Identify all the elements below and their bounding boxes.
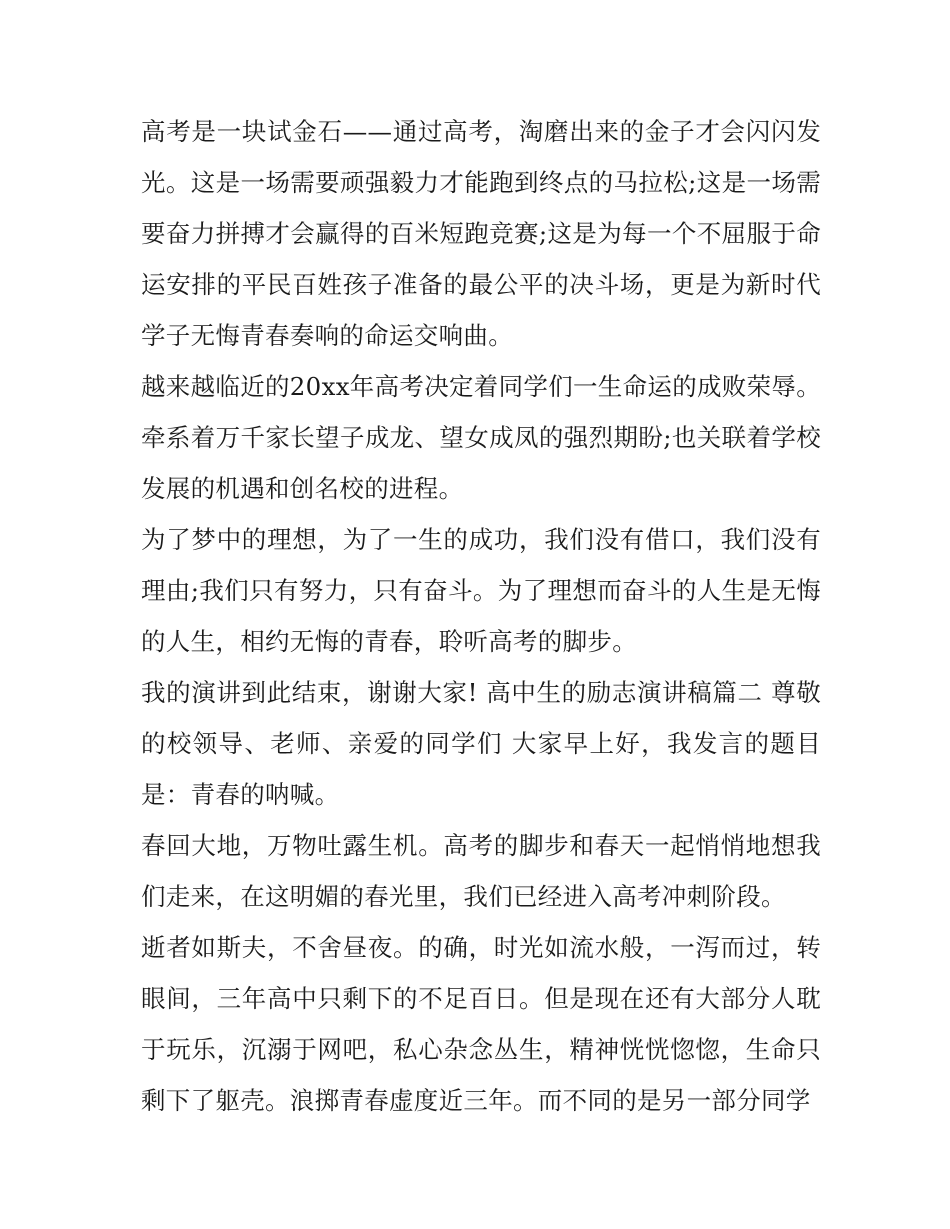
document-body: [141, 106, 821, 1126]
paragraph-3: 为了梦中的理想，为了一生的成功，我们没有借口，我们没有理由;我们只有努力，只有奋斗。为了理想而奋斗的人生是无悔的人生，相约无悔的青春，聆听高考的脚步。: [141, 525, 821, 656]
paragraph-1: 高考是一块试金石——通过高考，淘磨出来的金子才会闪闪发光。这是一场需要顽强毅力才能跑到终点的马拉松;这是一场需要奋力拼搏才会赢得的百米短跑竞赛;这是为每一个不屈服于命运安排的平民百姓孩子准备的最公平的决斗场，更是为新时代学子无悔青春奏响的命运交响曲。: [141, 117, 821, 350]
paragraph-6: 逝者如斯夫，不舍昼夜。的确，时光如流水般，一泻而过，转眼间，三年高中只剩下的不足百日。但是现在还有大部分人耽于玩乐，沉溺于网吧，私心杂念丛生，精神恍恍惚惚，生命只剩下了躯壳。浪掷青春虚度近三年。而不同的是另一部分同学: [141, 933, 821, 1115]
paragraph-2: 越来越临近的20xx年高考决定着同学们一生命运的成败荣辱。牵系着万千家长望子成龙、望女成凤的强烈期盼;也关联着学校发展的机遇和创名校的进程。: [141, 372, 822, 503]
paragraph-4: 我的演讲到此结束，谢谢大家! 高中生的励志演讲稿篇二 尊敬的校领导、老师、亲爱的同学们 大家早上好，我发言的题目是：青春的呐喊。: [141, 678, 821, 809]
paragraph-5: 春回大地，万物吐露生机。高考的脚步和春天一起悄悄地想我们走来，在这明媚的春光里，我们已经进入高考冲刺阶段。: [141, 831, 821, 911]
